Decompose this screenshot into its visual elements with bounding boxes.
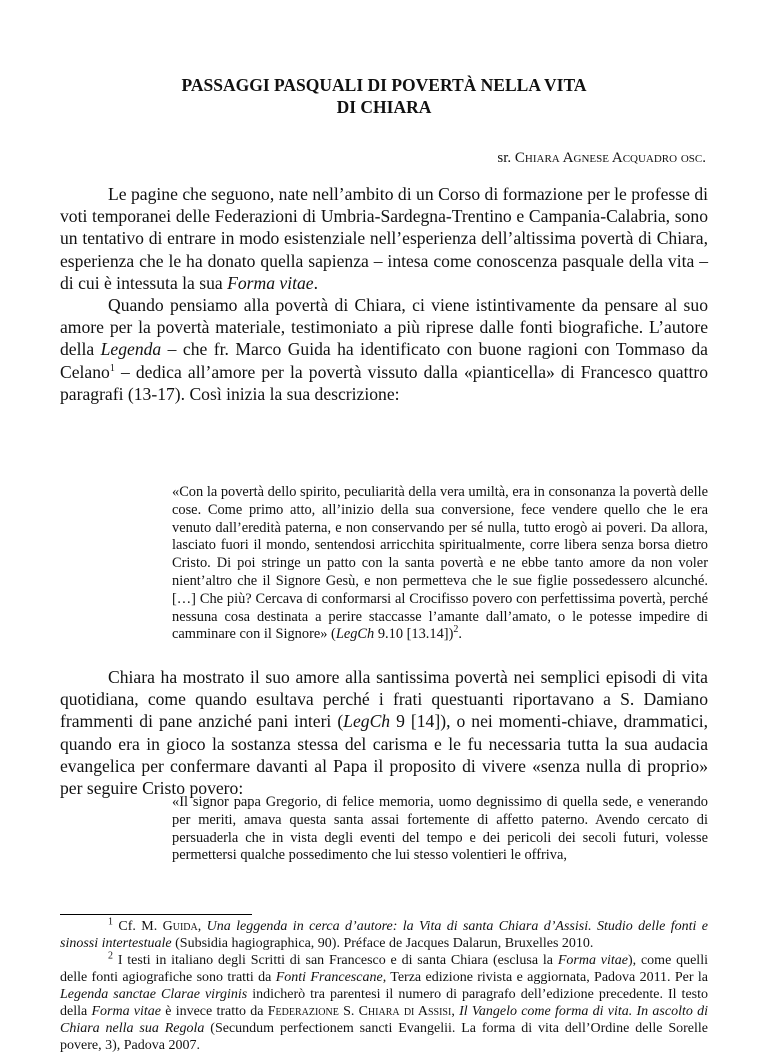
fn2-text-4: indicherò tra parentesi il numero di paragrafo dell’edizione precedente. Il testo della xyxy=(60,987,708,1019)
p2-text: Quando pensiamo alla povertà di Chiara, ci viene istintivamente da pensare al suo amore per la povertà materiale, testimoniato a più riprese dalle fonti biografiche. L’autore della xyxy=(60,295,708,360)
fn2-author: Federazione S. Chiara di Assisi xyxy=(267,1004,452,1019)
p1-italic: Forma vitae xyxy=(227,272,314,293)
fn2-italic-1: Forma vitae xyxy=(557,953,628,968)
q1-italic: LegCh xyxy=(335,626,375,643)
paragraph-3-block xyxy=(60,666,708,799)
fn1-rest: (Subsidia hagiographica, 90). Préface de Jacques Dalarun, Bruxelles 2010. xyxy=(171,936,594,951)
title-line-1: PASSAGGI PASQUALI DI POVERTÀ NELLA VITA xyxy=(181,75,587,95)
p3-italic: LegCh xyxy=(343,711,391,732)
author-name: Chiara Agnese Acquadro xyxy=(514,150,678,166)
paragraph-1 xyxy=(60,183,708,294)
footnote-ref-2[interactable]: 2 xyxy=(453,624,459,636)
intro-block xyxy=(60,183,708,405)
q1-end: . xyxy=(458,626,462,643)
author-prefix: sr. xyxy=(497,150,515,166)
title-line-2: DI CHIARA xyxy=(336,97,432,117)
fn2-text-2: ), come quelli delle fonti agiografiche sono tratti da xyxy=(60,953,708,985)
paragraph-2 xyxy=(60,294,708,405)
fn2-text-5: è invece tratto da xyxy=(161,1004,268,1019)
p1-end: . xyxy=(313,272,318,293)
p2-text-2: – che fr. Marco Guida ha identificato con buone ragioni con Tommaso da Celano xyxy=(60,339,708,382)
fn2-italic-2: Fonti Francescane xyxy=(275,970,383,985)
footnote-1 xyxy=(60,918,708,952)
footnote-ref-1[interactable]: 1 xyxy=(109,362,115,374)
paragraph-3 xyxy=(60,666,708,799)
p2-text-3: – dedica all’amore per la povertà vissuto dalla «pianticella» di Francesco quattro paragrafi (13-17). Così inizia la sua descrizione: xyxy=(60,361,708,404)
footnote-2-number: 2 xyxy=(108,950,113,962)
fn2-text-3: , Terza edizione rivista e aggiornata, Padova 2011. Per la xyxy=(382,970,708,985)
p2-italic: Legenda xyxy=(100,339,162,360)
p1-text: Le pagine che seguono, nate nell’ambito di un Corso di formazione per le professe di voti temporanei delle Federazioni di Umbria-Sardegna-Trentino e Campania-Calabria, sono un tentativo di entrare in modo esistenziale nell’esperienza dell’altissima povertà di Chiara, esperienza che le ha donato quella sapienza – intesa come conoscenza pasquale della vita – di cui è intessuta la sua xyxy=(60,184,708,293)
block-quote-1 xyxy=(172,484,708,644)
p3-text: Chiara ha mostrato il suo amore alla santissima povertà nei semplici episodi di vita quotidiana, come quando esultava perché i frati questuanti riportavano a S. Damiano frammenti di pane anziché pani interi ( xyxy=(60,667,708,732)
fn1-sep: , xyxy=(197,919,207,934)
fn2-italic-4: Forma vitae xyxy=(91,1004,162,1019)
footnote-2 xyxy=(60,952,708,1054)
p3-text-2: 9 [14]), o nei momenti-chiave, drammatici, quando era in gioco la sostanza stessa del carisma e le fu necessaria tutta la sua audacia evangelica per confermare davanti al Papa il proposito di vivere «senza nulla di proprio» per seguire Cristo povero: xyxy=(60,711,708,799)
fn2-rest: (Secundum perfectionem sancti Evangelii. La forma di vita dell’Ordine delle Sorelle povere, 3), Padova 2007. xyxy=(60,1021,708,1053)
footnote-divider xyxy=(60,914,252,915)
fn1-author: Guida xyxy=(162,919,198,934)
fn2-italic-5: Il Vangelo come forma di vita. In ascolto di Chiara nella sua Regola xyxy=(60,1004,708,1036)
q1-ref: 9.10 [13.14]) xyxy=(374,626,454,643)
footnote-1-number: 1 xyxy=(108,916,113,928)
author-suffix: osc. xyxy=(677,150,706,166)
author-line xyxy=(497,148,706,168)
footnotes xyxy=(60,918,708,1054)
fn1-title: Una leggenda in cerca d’autore: la Vita di santa Chiara d’Assisi. Studio delle fonti e sinossi intertestuale xyxy=(60,919,709,951)
q1-text: «Con la povertà dello spirito, peculiarità della vera umiltà, era in consonanza la povertà delle cose. Come primo atto, all’inizio della sua conversione, fece vendere quello che le era venuto dall’eredità paterna, e non conservando per sé nulla, tutto erogò ai poveri. Da allora, lasciato fuori il mondo, sentendosi arricchita spiritualmente, corre libera senza borsa dietro Cristo. Di poi stringe un patto con la santa povertà e ne ebbe tanto amore da non voler nient’altro che il Signore Gesù, e non permetteva che le sue figlie possedessero alcunché. […] Che più? Cercava di conformarsi al Crocifisso povero con perfettissima povertà, perché nessuna cosa destinata a perire staccasse l’amante dall’amato, o le potesse impedire di camminare con il Signore» ( xyxy=(172,484,708,643)
fn1-text: Cf. M. xyxy=(113,919,163,934)
fn2-sep: , xyxy=(451,1004,460,1019)
block-quote-2: «Il signor papa Gregorio, di felice memoria, uomo degnissimo di quella sede, e venerando per meriti, amava questa santa assai fortemente di affetto paterno. Avendo cercato di persuaderla che in vista degli eventi del tempo e dei pericoli dei secoli futuri, volesse permettersi qualche possedimento che lui stesso volentieri le offriva, xyxy=(172,794,708,864)
fn2-text: I testi in italiano degli Scritti di san Francesco e di santa Chiara (esclusa la xyxy=(113,953,558,968)
fn2-italic-3: Legenda sanctae Clarae virginis xyxy=(60,987,248,1002)
